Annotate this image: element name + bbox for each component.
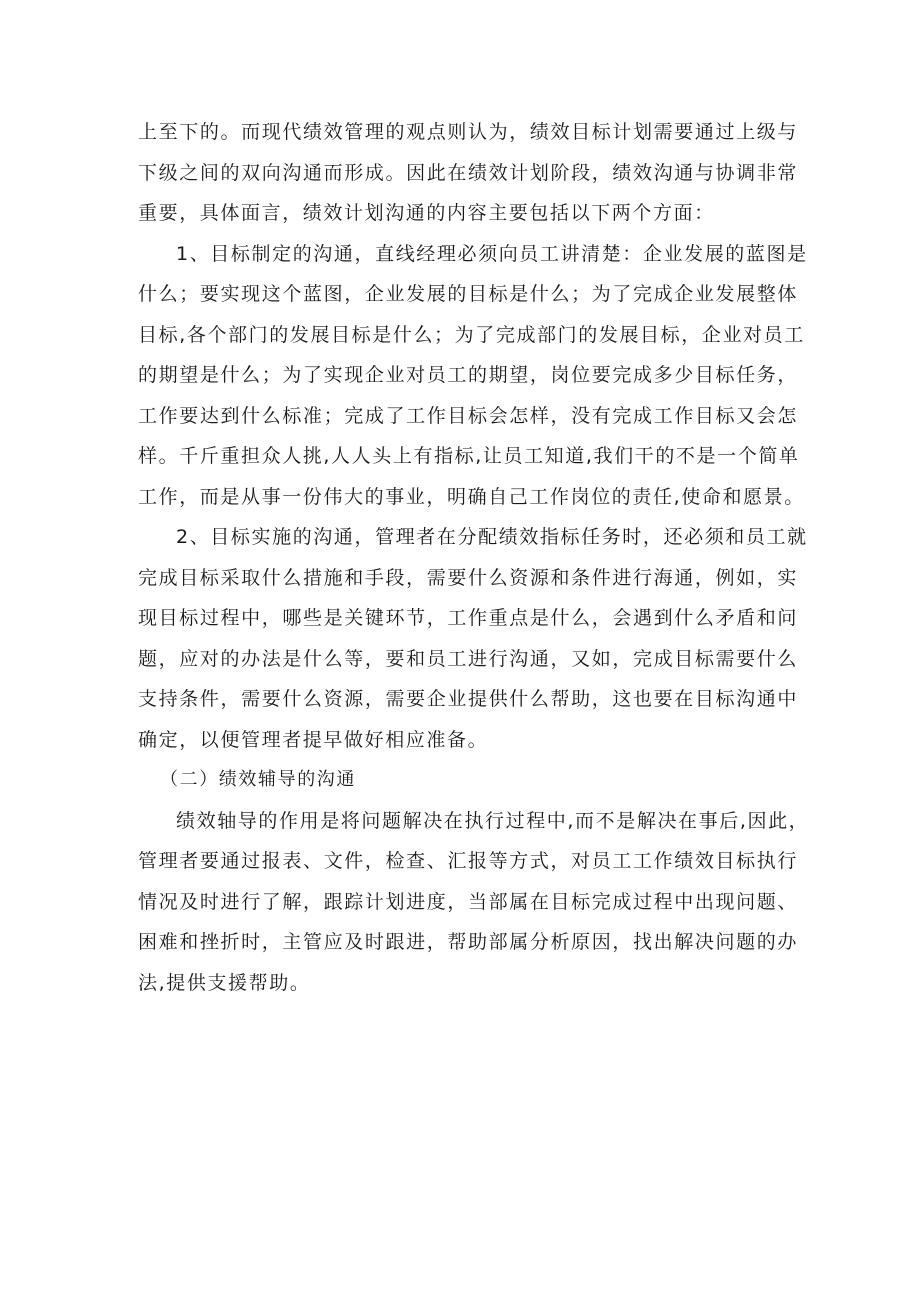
text-line: 样。千斤重担众人挑,人人头上有指标,让员工知道,我们干的不是一个简单 xyxy=(138,445,800,467)
paragraph-continuation xyxy=(138,112,798,234)
text-line: 的期望是什么；为了实现企业对员工的期望，岗位要完成多少目标任务， xyxy=(138,364,798,386)
text-line: 管理者要通过报表、文件，检查、汇报等方式，对员工工作绩效目标执行 xyxy=(138,850,798,872)
text-line: 确定，以便管理者提早做好相应准备。 xyxy=(138,728,489,751)
text-line: 工作要达到什么标准；完成了工作目标会怎样，没有完成工作目标又会怎 xyxy=(138,404,798,427)
text-line: 上至下的。而现代绩效管理的观点则认为，绩效目标计划需要通过上级与 xyxy=(138,121,798,143)
text-line: 困难和挫折时，主管应及时跟进，帮助部属分析原因，找出解决问题的办 xyxy=(138,931,798,953)
paragraph-goal-implementation xyxy=(138,517,808,760)
text-line: 重要，具体面言，绩效计划沟通的内容主要包括以下两个方面： xyxy=(138,202,715,224)
text-line: 绩效轴导的作用是将问题解决在执行过程中,而不是解决在事后,因此， xyxy=(176,809,810,832)
section-heading xyxy=(138,760,798,801)
paragraph-coaching xyxy=(138,801,810,1004)
text-line: 法,提供支援帮助。 xyxy=(138,971,311,994)
text-line: 工作，而是从事一份伟大的事业，明确自己工作岗位的责任,使命和愿景。 xyxy=(138,485,805,508)
text-line: 情况及时进行了解，跟踪计划进度，当部属在目标完成过程中出现问题、 xyxy=(138,890,798,913)
text-line: 完成目标采取什么措施和手段，需要什么资源和条件进行海通，例如，实 xyxy=(138,566,798,589)
text-line: 1、目标制定的沟通，直线经理必须向员工讲清楚：企业发展的蓝图是 xyxy=(176,242,808,265)
document-body xyxy=(138,112,810,1003)
section-heading-text: （二）绩效辅导的沟通 xyxy=(160,769,356,790)
text-line: 支持条件，需要什么资源，需要企业提供什么帮助，这也要在目标沟通中 xyxy=(138,688,798,710)
paragraph-goal-setting xyxy=(138,234,808,518)
text-line: 题，应对的办法是什么等，要和员工进行沟通，又如，完成目标需要什么 xyxy=(138,647,798,670)
text-line: 下级之间的双向沟通而形成。因此在绩效计划阶段，绩效沟通与协调非常 xyxy=(138,161,798,184)
text-line: 什么；要实现这个蓝图，企业发展的目标是什么；为了完成企业发展整体 xyxy=(138,283,798,305)
text-line: 2、目标实施的沟通，管理者在分配绩效指标任务时，还必须和员工就 xyxy=(176,526,808,548)
text-line: 目标,各个部门的发展目标是什么；为了完成部门的发展目标，企业对员工 xyxy=(138,323,805,346)
text-line: 现目标过程中，哪些是关键环节，工作重点是什么，会遇到什么矛盾和问 xyxy=(138,607,798,629)
